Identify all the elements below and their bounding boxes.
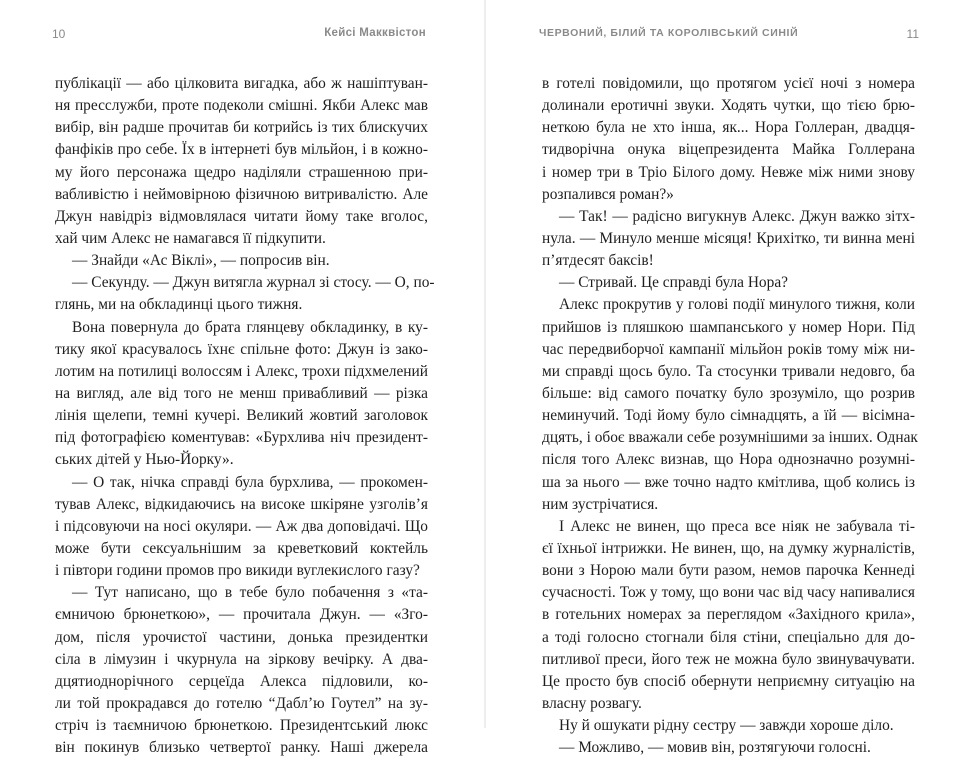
text-line: ських дітей у Нью-Йорку». [55,451,234,469]
text-line: — Стривай. Це справді була Нора? [559,274,788,292]
text-line: ша за нього — вже точно надто кмітлива, щоб колись із [542,473,915,491]
text-line: питливої преси, його теж не можна було звинувачувати. [542,650,915,668]
text-line: публікації — або цілковита вигадка, або ж нашіптуван- [55,75,428,92]
text-line: Джун навідріз відмовлялася читати йому таке вголос, [55,207,428,225]
text-line: і півтори години промов про викиди вуглекислого газу? [55,562,420,580]
text-line: після того Алекс визнав, що Нора однозначно розумні- [542,451,915,469]
text-line: під фотографією коментував: «Бурхлива ніч президент- [55,429,428,447]
text-line: розпалився роман?» [542,185,674,203]
text-line: — Тут написано, що в тебе було побачення з «та- [72,584,428,602]
text-line: тику якої красувалось їхнє спільне фото: Джун із зако- [55,340,428,358]
text-line: фанфіків про себе. Їх в інтернеті був мільйон, і в кожно- [55,141,428,159]
text-line: тував Алекс, відкидаючись на високе шкіряне узголів’я [55,495,428,513]
text-line: — О так, нічка справді була бурхлива, — прокомен- [72,473,428,491]
text-line: ним зустрічатися. [542,495,659,513]
text-line: ли той прокрадався до готелю “Даблʼю Гоутел” на зу- [55,694,428,712]
text-line: тидворічна онука віцепрезидента Майка Голлерана [542,141,915,159]
text-line: власну розвагу. [542,694,642,712]
text-line: і підсовуючи на носі окуляри. — Аж два доповідачі. Що [55,517,428,535]
text-line: неткою була не хто інша, як... Нора Голлеран, двадця- [542,119,915,137]
text-line: ємничою брюнеткою», — прочитала Джун. — «Зго- [55,606,428,624]
text-line: ми справді щось було. Та стосунки тривали недовго, ба [542,362,915,380]
text-line: Вона повернула до брата глянцеву обкладинку, в ку- [72,318,428,336]
text-line: п’ятдесят баксів! [542,252,654,270]
running-head-author: Кейсі Макквістон [324,27,426,39]
page-number: 11 [906,27,919,41]
text-line: в готелі повідомили, що протягом усієї ночі з номера [542,75,915,92]
text-line: нула. — Минуло менше місяця! Крихітко, ти винна мені [542,229,915,247]
text-line: хай чим Алекс не намагався її підкупити. [55,229,326,247]
text-line: прийшов із пляшкою шампанського у номер Нори. Під [542,318,915,336]
text-line: він покинув близько четвертої ранку. Наші джерела [55,739,428,757]
text-line: і номер три в Тріо Білого дому. Невже між ними знову [542,163,915,181]
text-line: — Можливо, — мовив він, розтягуючи голосні. [559,739,871,757]
text-line: — Так! — радісно вигукнув Алекс. Джун важко зітх- [559,207,915,225]
text-line: єї їхньої інтрижки. Не винен, що, на думку журналістів, [542,539,915,557]
text-line: сіла в лімузин і чкурнула на зіркову вечірку. А два- [55,650,428,668]
text-line: дом, після урочистої частини, донька президентки [55,628,428,646]
page-number: 10 [52,27,66,41]
text-line: лінія щелепи, темні кучері. Великий жовтий заголовок [55,407,428,425]
text-line: І Алекс не винен, що преса все ніяк не забувала ті- [559,517,915,535]
text-line: вони з Норою мали бути разом, немов парочка Кеннеді [542,562,915,580]
right-page [485,0,970,757]
text-line: ня пресслужби, проте подеколи смішні. Якби Алекс мав [55,97,428,115]
text-line: му його персонажа щедро наділяли страшенною при- [55,163,428,181]
text-line: Ну й ошукати рідну сестру — завжди хороше діло. [559,717,894,735]
text-line: — Знайди «Ас Віклі», — попросив він. [72,252,330,270]
left-page [0,0,485,757]
text-line: на вигляд, але від того не менш привабливий — різка [55,384,428,402]
text-line: дцятиоднорічного серцеїда Алекса підловили, ко- [55,672,428,690]
text-line: дцять, і обоє вважали себе розумнішими за інших. Однак [542,429,918,447]
body-text [55,73,435,759]
text-line: а тоді голосно стогнали біля стіни, спеціально для до- [542,628,915,646]
text-line: лотим на потилиці волоссям і Алекс, трохи підхмелений [55,362,428,380]
text-line: час передвиборчої кампанії мільйон років тому між ни- [542,340,915,358]
text-line: стріч із таємничою брюнеткою. Президентський люкс [55,717,428,735]
text-line: в готельних номерах за переглядом «Західного крила», [542,606,915,624]
text-line: сучасності. Тож у тому, що вони час від часу напивалися [542,584,915,602]
text-line: Алекс прокрутив у голові події минулого тижня, коли [559,296,915,314]
text-line: вибір, він радше прочитав би котрийсь із тих блискучих [55,119,428,137]
text-line: може бути сексуальнішим за креветковий коктейль [55,539,428,557]
body-text [542,73,918,759]
text-line: вабливістю і неймовірною фізичною витривалістю. Але [55,185,428,203]
text-line: більше: від самого початку було зрозуміло, що розрив [542,384,915,402]
text-line: неминучий. Тоді йому було сімнадцять, а їй — вісімна- [542,407,915,425]
text-line: Це просто був спосіб обернути неприємну ситуацію на [542,672,915,690]
text-line: долинали еротичні звуки. Ходять чутки, що тією брю- [542,97,915,115]
text-line: глянь, ми на обкладинці цього тижня. [55,296,303,314]
text-line: — Секунду. — Джун витягла журнал зі стосу. — О, по- [72,274,435,292]
running-head-title: ЧЕРВОНИЙ, БІЛИЙ ТА КОРОЛІВСЬКИЙ СИНІЙ [539,27,799,39]
